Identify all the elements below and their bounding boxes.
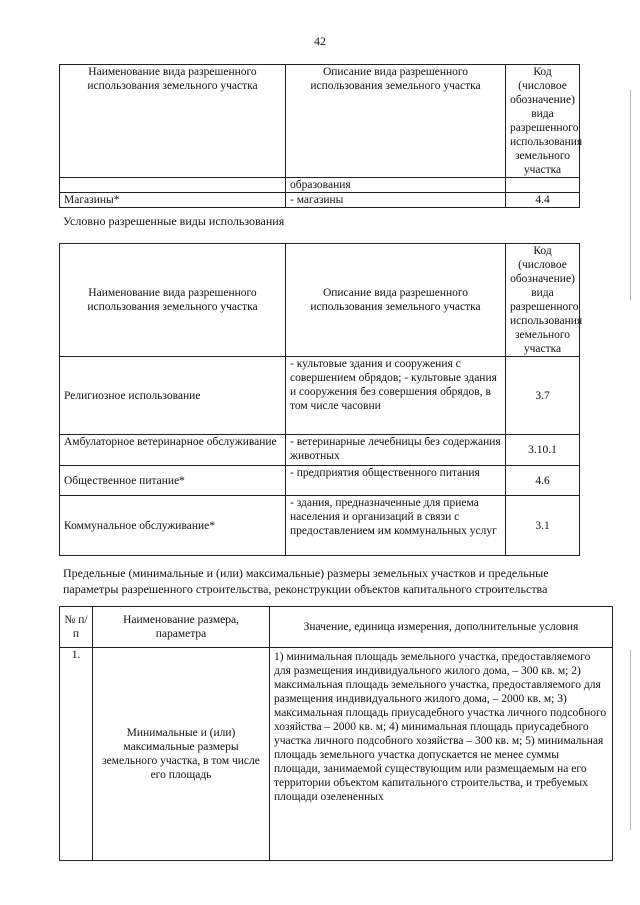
page-number: 42 [314, 34, 326, 48]
column-header-name: Наименование вида разрешенного использования земельного участка [60, 65, 286, 178]
table-row [60, 496, 580, 556]
scan-edge-line [630, 90, 631, 300]
row-number-cell: 1. [60, 648, 93, 861]
section-heading: Условно разрешенные виды использования [63, 214, 285, 228]
table-row [60, 648, 613, 861]
value-cell: 1) минимальная площадь земельного участка, предоставляемого для размещения индивидуального жилого дома, – 300 кв. м; 2) максимальная площадь земельного участка, предоставляемого для размещения индивидуального жилого дома, – 2000 кв. м; 3) максимальная площадь приусадебного участка личного подсобного хозяйства – 2000 кв. м; 4) минимальная площадь приусадебного участка личного подсобного хозяйства – 300 кв. м; 5) минимальная площадь земельного участка допускается не менее суммы площади, занимаемой существующим или размещаемым на его территории объектом капитального строительства, и требуемых площади озелененных [270, 648, 613, 861]
table-header-row [60, 244, 580, 357]
name-cell: Религиозное использование [60, 357, 286, 435]
code-cell: 3.1 [506, 496, 580, 556]
table-row [60, 435, 580, 466]
name-cell: Общественное питание* [60, 466, 286, 496]
description-cell: - культовые здания и сооружения с совершением обрядов; - культовые здания и сооружения без совершения обрядов, в том числе часовни [286, 357, 506, 435]
code-cell: 4.6 [506, 466, 580, 496]
description-cell: образования [286, 178, 506, 193]
column-header-parameter: Наименование размера, параметра [93, 607, 270, 648]
table-row [60, 178, 580, 193]
conditional-use-table [59, 243, 583, 556]
table-row [60, 466, 580, 496]
name-cell: Магазины* [60, 193, 286, 208]
permitted-use-table-continued [59, 64, 583, 208]
column-header-code: Код (числовое обозначение) вида разрешенного использования земельного участка [506, 244, 580, 357]
description-cell: - магазины [286, 193, 506, 208]
table-header-row [60, 607, 613, 648]
scan-edge-line [630, 650, 631, 830]
description-cell: - здания, предназначенные для приема населения и организаций в связи с предоставлением им коммунальных услуг [286, 496, 506, 556]
description-cell: - ветеринарные лечебницы без содержания животных [286, 435, 506, 466]
code-cell: 4.4 [506, 193, 580, 208]
name-cell: Амбулаторное ветеринарное обслуживание [60, 435, 286, 466]
column-header-number: № п/п [60, 607, 93, 648]
parameter-cell: Минимальные и (или) максимальные размеры земельного участка, в том числе его площадь [93, 648, 270, 861]
code-cell: 3.7 [506, 357, 580, 435]
code-cell: 3.10.1 [506, 435, 580, 466]
column-header-code: Код (числовое обозначение) вида разрешенного использования земельного участка [506, 65, 580, 178]
limits-intro-paragraph: Предельные (минимальные и (или) максимальные) размеры земельных участков и предельные параметры разрешенного строительства, реконструкции объектов капитального строительства [63, 566, 549, 596]
name-cell: Коммунальное обслуживание* [60, 496, 286, 556]
limits-table [59, 606, 613, 861]
column-header-name: Наименование вида разрешенного использования земельного участка [60, 244, 286, 357]
column-header-value: Значение, единица измерения, дополнительные условия [270, 607, 613, 648]
description-cell: - предприятия общественного питания [286, 466, 506, 496]
table-row [60, 193, 580, 208]
table-row [60, 357, 580, 435]
table-header-row [60, 65, 580, 178]
column-header-description: Описание вида разрешенного использования земельного участка [286, 65, 506, 178]
column-header-description: Описание вида разрешенного использования земельного участка [286, 244, 506, 357]
